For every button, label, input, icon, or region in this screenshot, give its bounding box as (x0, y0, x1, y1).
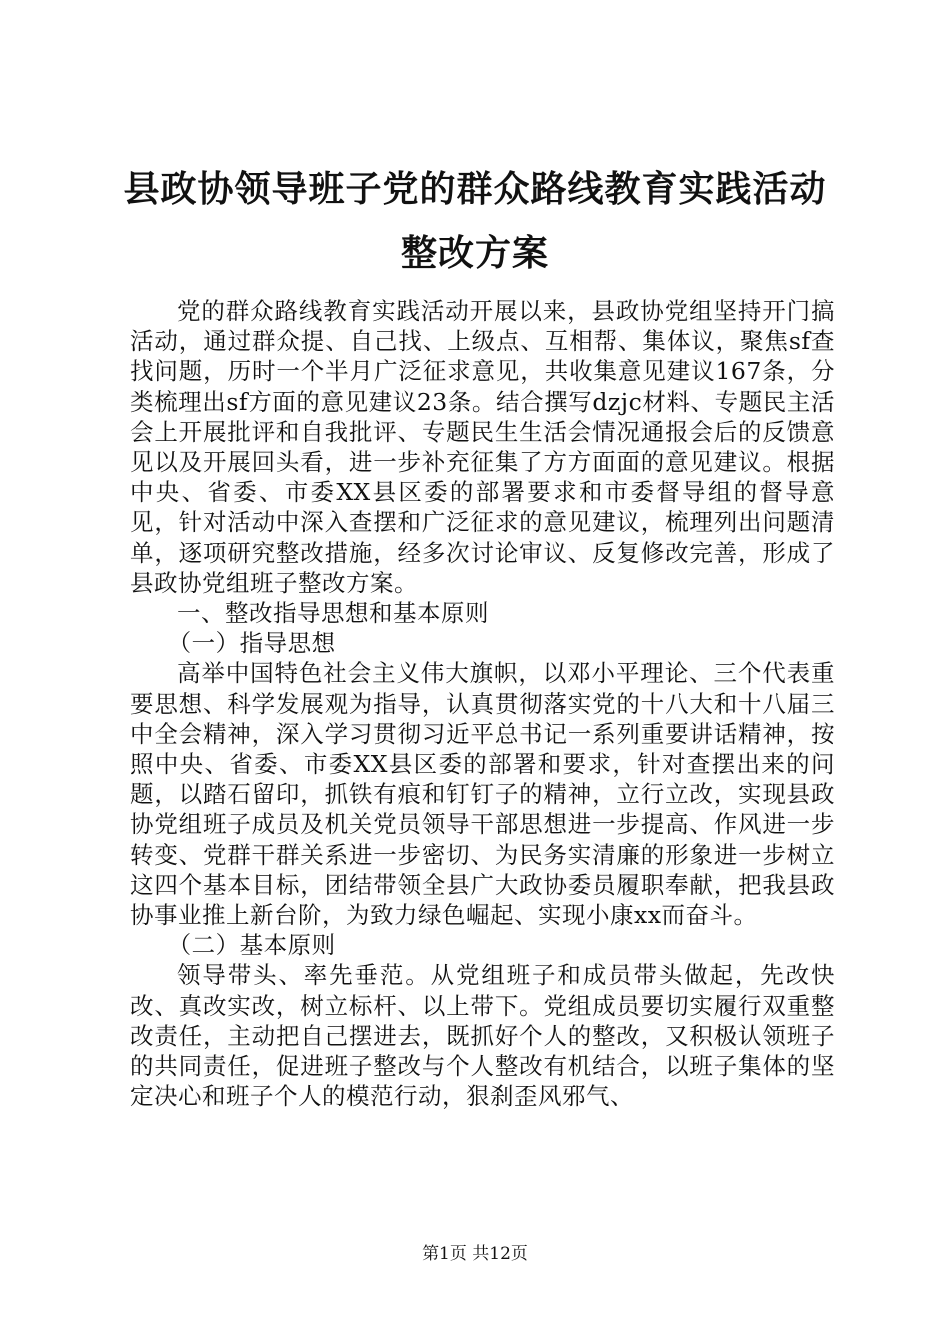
subsection-heading-guiding-thought: （一）指导思想 (167, 629, 336, 658)
basic-principles-paragraph: 领导带头、率先垂范。从党组班子和成员带头做起，先改快改、真改实改，树立标杆、以上带下。党组成员要切实履行双重整改责任，主动把自己摆进去，既抓好个人的整改，又积极认领班子的共同责任，促进班子整改与个人整改有机结合，以班子集体的坚定决心和班子个人的模范行动，狠刹歪风邪气、 (130, 961, 835, 1111)
intro-paragraph: 党的群众路线教育实践活动开展以来，县政协党组坚持开门搞活动，通过群众提、自己找、上级点、互相帮、集体议，聚焦sf查找问题，历时一个半月广泛征求意见，共收集意见建议167条，分类梳理出sf方面的意见建议23条。结合撰写dzjc材料、专题民主活会上开展批评和自我批评、专题民生生活会情况通报会后的反馈意见以及开展回头看，进一步补充征集了方方面面的意见建议。根据中央、省委、市委XX县区委的部署要求和市委督导组的督导意见，针对活动中深入查摆和广泛征求的意见建议，梳理列出问题清单，逐项研究整改措施，经多次讨论审议、反复修改完善，形成了县政协党组班子整改方案。 (130, 297, 835, 597)
page-footer: 第1页 共12页 (422, 1244, 528, 1264)
subsection-heading-basic-principles: （二）基本原则 (167, 931, 336, 960)
section-heading-1: 一、整改指导思想和基本原则 (177, 599, 489, 628)
document-body (130, 296, 835, 1111)
document-title: 县政协领导班子党的群众路线教育实践活动整改方案 (123, 169, 827, 274)
guiding-thought-paragraph: 高举中国特色社会主义伟大旗帜，以邓小平理论、三个代表重要思想、科学发展观为指导，认真贯彻落实党的十八大和十八届三中全会精神，深入学习贯彻习近平总书记一系列重要讲话精神，按照中央、省委、市委XX县区委的部署和要求，针对查摆出来的问题，以踏石留印，抓铁有痕和钉钉子的精神，立行立改，实现县政协党组班子成员及机关党员领导干部思想进一步提高、作风进一步转变、党群干群关系进一步密切、为民务实清廉的形象进一步树立这四个基本目标，团结带领全县广大政协委员履职奉献，把我县政协事业推上新台阶，为致力绿色崛起、实现小康xx而奋斗。 (130, 659, 835, 930)
